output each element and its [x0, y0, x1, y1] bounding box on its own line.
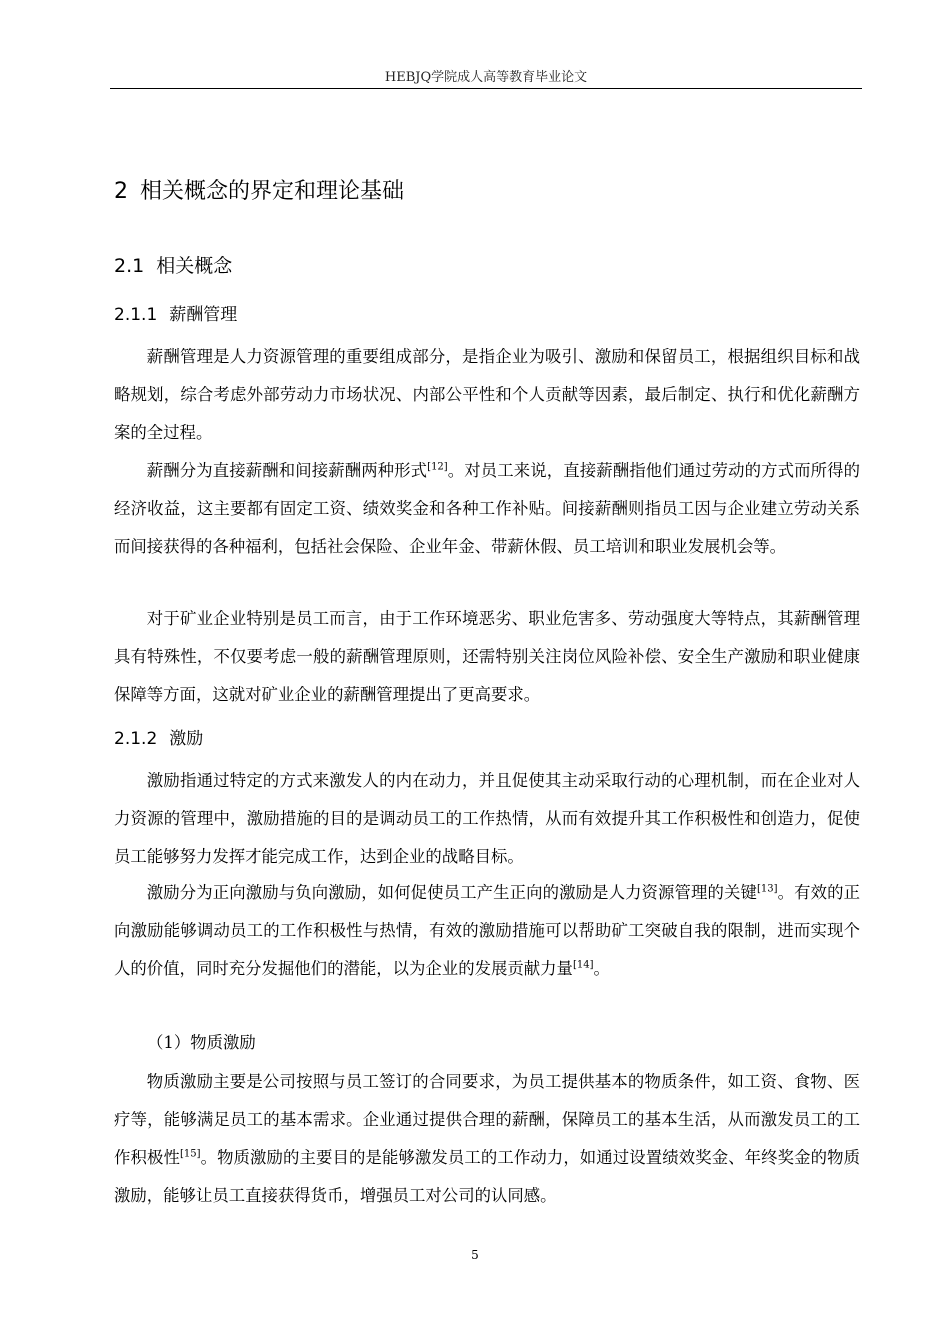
subsection-heading-1	[114, 300, 237, 325]
paragraph-text: 薪酬分为直接薪酬和间接薪酬两种形式	[146, 461, 428, 480]
subsection-number: 2.1.2	[114, 729, 158, 749]
paragraph: 对于矿业企业特别是员工而言，由于工作环境恶劣、职业危害多、劳动强度大等特点，其薪酬管理具有特殊性，不仅要考虑一般的薪酬管理原则，还需特别关注岗位风险补偿、安全生产激励和职业健康保障等方面，这就对矿业企业的薪酬管理提出了更高要求。	[114, 609, 860, 704]
section-heading	[114, 251, 232, 278]
paragraph-text: 。	[593, 959, 610, 978]
citation: [14]	[572, 959, 594, 971]
section-number: 2.1	[114, 255, 145, 277]
citation: [12]	[427, 461, 448, 473]
running-header: HEBJQ学院成人高等教育毕业论文	[384, 70, 588, 85]
chapter-heading	[114, 174, 404, 205]
section-title: 相关概念	[156, 255, 233, 277]
paragraph	[114, 874, 860, 988]
paragraph-text: 物质激励主要是公司按照与员工签订的合同要求，为员工提供基本的物质条件，如工资、食物、医疗等，能够满足员工的基本需求。企业通过提供合理的薪酬，保障员工的基本生活，从而激发员工的工作积极性	[114, 1072, 860, 1167]
subsection-heading-2	[114, 724, 203, 749]
citation: [13]	[757, 883, 778, 895]
page-number: 5	[471, 1248, 479, 1262]
paragraph: 激励指通过特定的方式来激发人的内在动力，并且促使其主动采取行动的心理机制，而在企业对人力资源的管理中，激励措施的目的是调动员工的工作热情，从而有效提升其工作积极性和创造力，促使员工能够努力发挥才能完成工作，达到企业的战略目标。	[114, 771, 860, 866]
paragraph-text: 。有效的正向激励能够调动员工的工作积极性与热情，有效的激励措施可以帮助矿工突破自我的限制，进而实现个人的价值，同时充分发掘他们的潜能，以为企业的发展贡献力量	[114, 883, 861, 978]
subsection-title: 激励	[169, 729, 204, 749]
subsection-title: 薪酬管理	[169, 305, 238, 325]
chapter-title: 相关概念的界定和理论基础	[140, 179, 405, 204]
header-rule	[110, 88, 862, 89]
paragraph-text: 激励分为正向激励与负向激励，如何促使员工产生正向的激励是人力资源管理的关键	[146, 883, 758, 902]
list-item-label: （1）物质激励	[147, 1033, 256, 1052]
paragraph-text: 。物质激励的主要目的是能够激发员工的工作动力，如通过设置绩效奖金、年终奖金的物质激励，能够让员工直接获得货币，增强员工对公司的认同感。	[114, 1148, 860, 1205]
paragraph-text: 。对员工来说，直接薪酬指他们通过劳动的方式而所得的经济收益，这主要都有固定工资、绩效奖金和各种工作补贴。间接薪酬则指员工因与企业建立劳动关系而间接获得的各种福利，包括社会保险、企业年金、带薪休假、员工培训和职业发展机会等。	[114, 461, 861, 556]
paragraph	[114, 452, 860, 566]
chapter-number: 2	[114, 179, 128, 204]
citation: [15]	[179, 1148, 201, 1160]
paragraph: 薪酬管理是人力资源管理的重要组成部分，是指企业为吸引、激励和保留员工，根据组织目标和战略规划，综合考虑外部劳动力市场状况、内部公平性和个人贡献等因素，最后制定、执行和优化薪酬方案的全过程。	[114, 347, 860, 442]
subsection-number: 2.1.1	[114, 305, 158, 325]
paragraph	[114, 1063, 860, 1215]
